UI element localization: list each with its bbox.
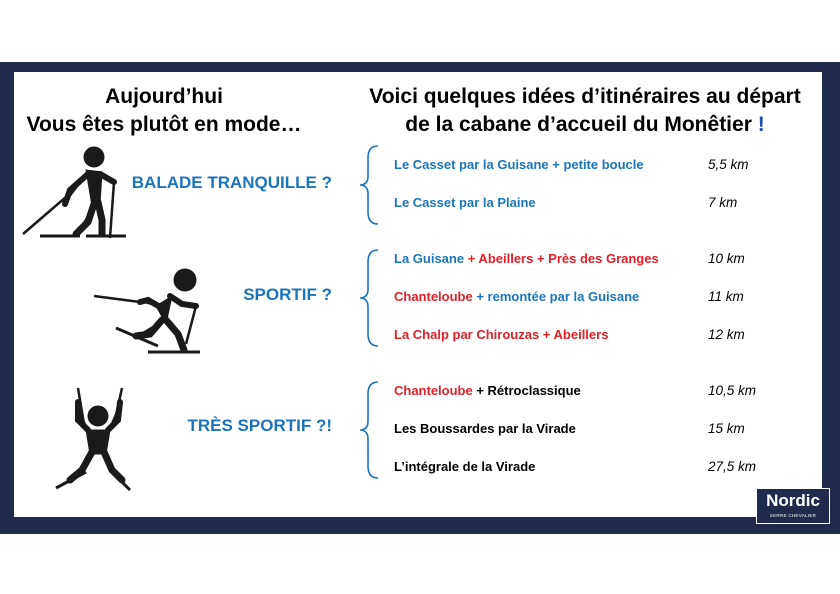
route-distance: 11 km xyxy=(708,289,744,304)
route-item xyxy=(394,289,639,304)
route-distance: 27,5 km xyxy=(708,459,757,474)
logo-tagline: SERRE CHEVALIER xyxy=(769,513,817,518)
brace-balade xyxy=(356,144,382,226)
right-heading-line2: de la cabane d’accueil du Monêtier xyxy=(405,113,752,136)
left-heading-line1: Aujourd’hui xyxy=(105,85,223,108)
brace-tres-sportif xyxy=(356,380,382,480)
mode-label-sportif: SPORTIF ? xyxy=(243,285,332,304)
route-distance: 5,5 km xyxy=(708,157,749,172)
route-item xyxy=(394,157,644,172)
route-segment: L’intégrale de la Virade xyxy=(394,459,536,474)
route-distance: 15 km xyxy=(708,421,745,436)
right-heading-line2-wrap xyxy=(350,111,820,139)
brace-sportif xyxy=(356,248,382,348)
route-segment: + Abeillers + Près des Granges xyxy=(467,251,659,266)
route-item xyxy=(394,251,659,266)
route-distance: 7 km xyxy=(708,195,738,210)
route-segment: + remontée par la Guisane xyxy=(476,289,640,304)
skier-relaxed-icon xyxy=(18,142,130,242)
route-segment: + Rétroclassique xyxy=(476,383,581,398)
nordic-logo xyxy=(756,488,830,524)
route-distance: 10 km xyxy=(708,251,745,266)
mode-label-balade: BALADE TRANQUILLE ? xyxy=(131,173,332,192)
route-distance: 12 km xyxy=(708,327,745,342)
route-segment: La Guisane xyxy=(394,251,468,266)
route-segment: Chanteloube xyxy=(394,383,477,398)
route-segment: La Chalp par Chirouzas + Abeillers xyxy=(394,327,609,342)
route-segment: Les Boussardes par la Virade xyxy=(394,421,576,436)
mode-label-tres-sportif: TRÈS SPORTIF ?! xyxy=(187,416,332,435)
route-distance: 10,5 km xyxy=(708,383,757,398)
route-segment: Le Casset par la Guisane + petite boucle xyxy=(394,157,644,172)
route-segment: Le Casset par la Plaine xyxy=(394,195,536,210)
left-heading xyxy=(14,83,314,139)
left-heading-line2: Vous êtes plutôt en mode… xyxy=(26,113,302,136)
skier-skating-icon xyxy=(52,384,148,496)
skier-striding-icon xyxy=(92,262,212,358)
route-item xyxy=(394,383,581,398)
logo-name: Nordic xyxy=(766,491,820,510)
route-item xyxy=(394,327,608,342)
right-heading xyxy=(350,83,820,139)
route-item xyxy=(394,421,576,436)
right-heading-line1: Voici quelques idées d’itinéraires au départ xyxy=(369,85,801,108)
route-item xyxy=(394,195,536,210)
route-item xyxy=(394,459,535,474)
exclamation-mark: ! xyxy=(757,113,765,136)
route-segment: Chanteloube xyxy=(394,289,477,304)
